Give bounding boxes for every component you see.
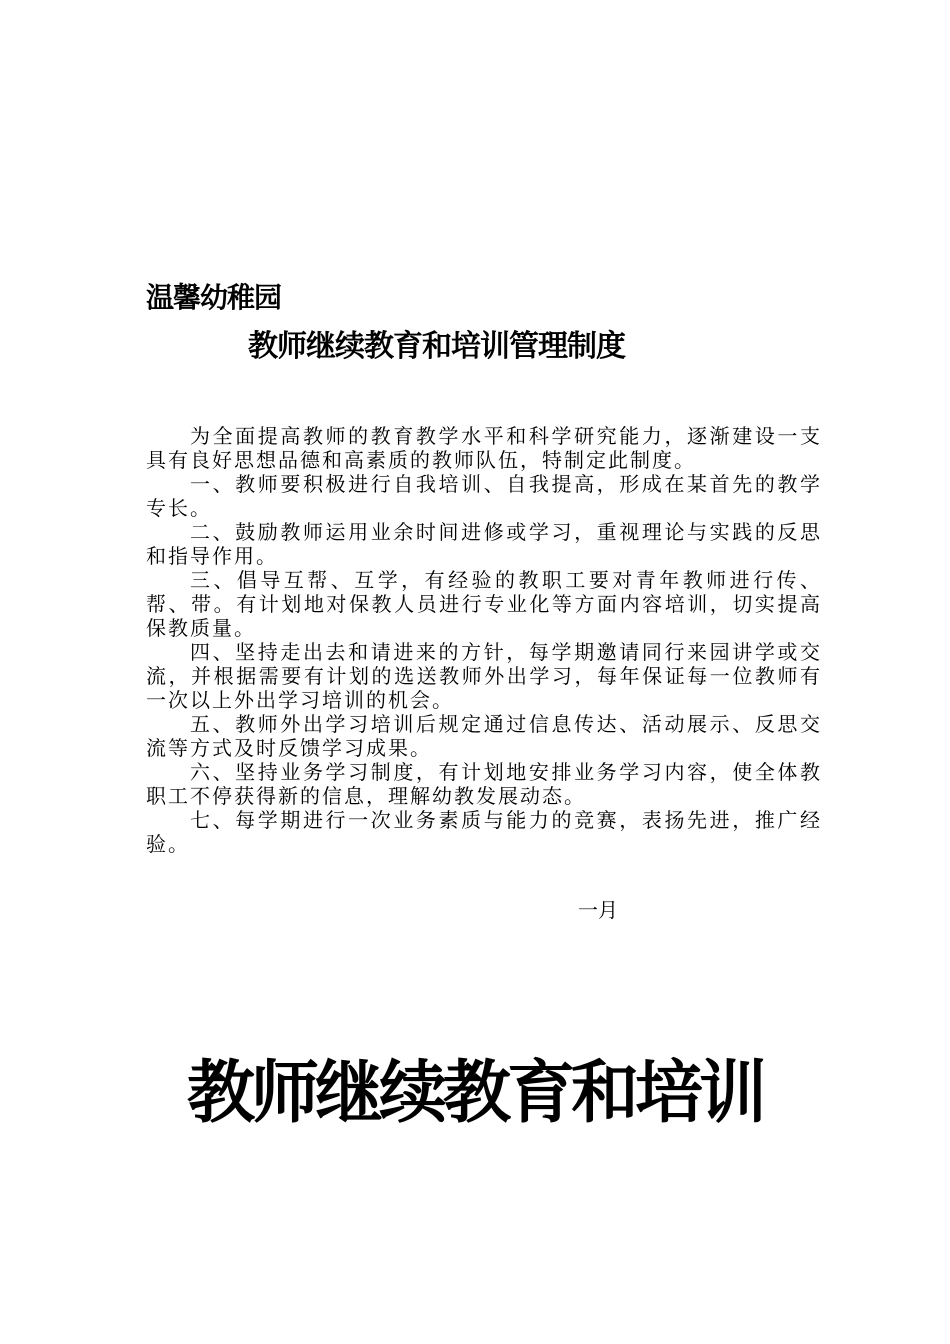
document-title: 教师继续教育和培训管理制度 — [248, 329, 625, 364]
paragraph-item-4: 四、坚持走出去和请进来的方针，每学期邀请同行来园讲学或交流，并根据需要有计划的选送教师外出学习，每年保证每一位教师有一次以上外出学习培训的机会。 — [146, 640, 822, 712]
paragraph-item-6: 六、坚持业务学习制度，有计划地安排业务学习内容，使全体教职工不停获得新的信息，理解幼教发展动态。 — [146, 760, 822, 808]
document-body — [146, 424, 822, 856]
paragraph-item-3: 三、倡导互帮、互学，有经验的教职工要对青年教师进行传、帮、带。有计划地对保教人员进行专业化等方面内容培训，切实提高保教质量。 — [146, 568, 822, 640]
document-date: 一月 — [578, 898, 618, 922]
paragraph-item-7: 七、每学期进行一次业务素质与能力的竞赛，表扬先进，推广经验。 — [146, 808, 822, 856]
paragraph-item-5: 五、教师外出学习培训后规定通过信息传达、活动展示、反思交流等方式及时反馈学习成果。 — [146, 712, 822, 760]
large-heading: 教师继续教育和培训 — [186, 1054, 763, 1133]
organization-name: 温馨幼稚园 — [146, 281, 282, 314]
paragraph-intro: 为全面提高教师的教育教学水平和科学研究能力，逐渐建设一支具有良好思想品德和高素质的教师队伍，特制定此制度。 — [146, 424, 822, 472]
paragraph-item-2: 二、鼓励教师运用业余时间进修或学习，重视理论与实践的反思和指导作用。 — [146, 520, 822, 568]
paragraph-item-1: 一、教师要积极进行自我培训、自我提高，形成在某首先的教学专长。 — [146, 472, 822, 520]
